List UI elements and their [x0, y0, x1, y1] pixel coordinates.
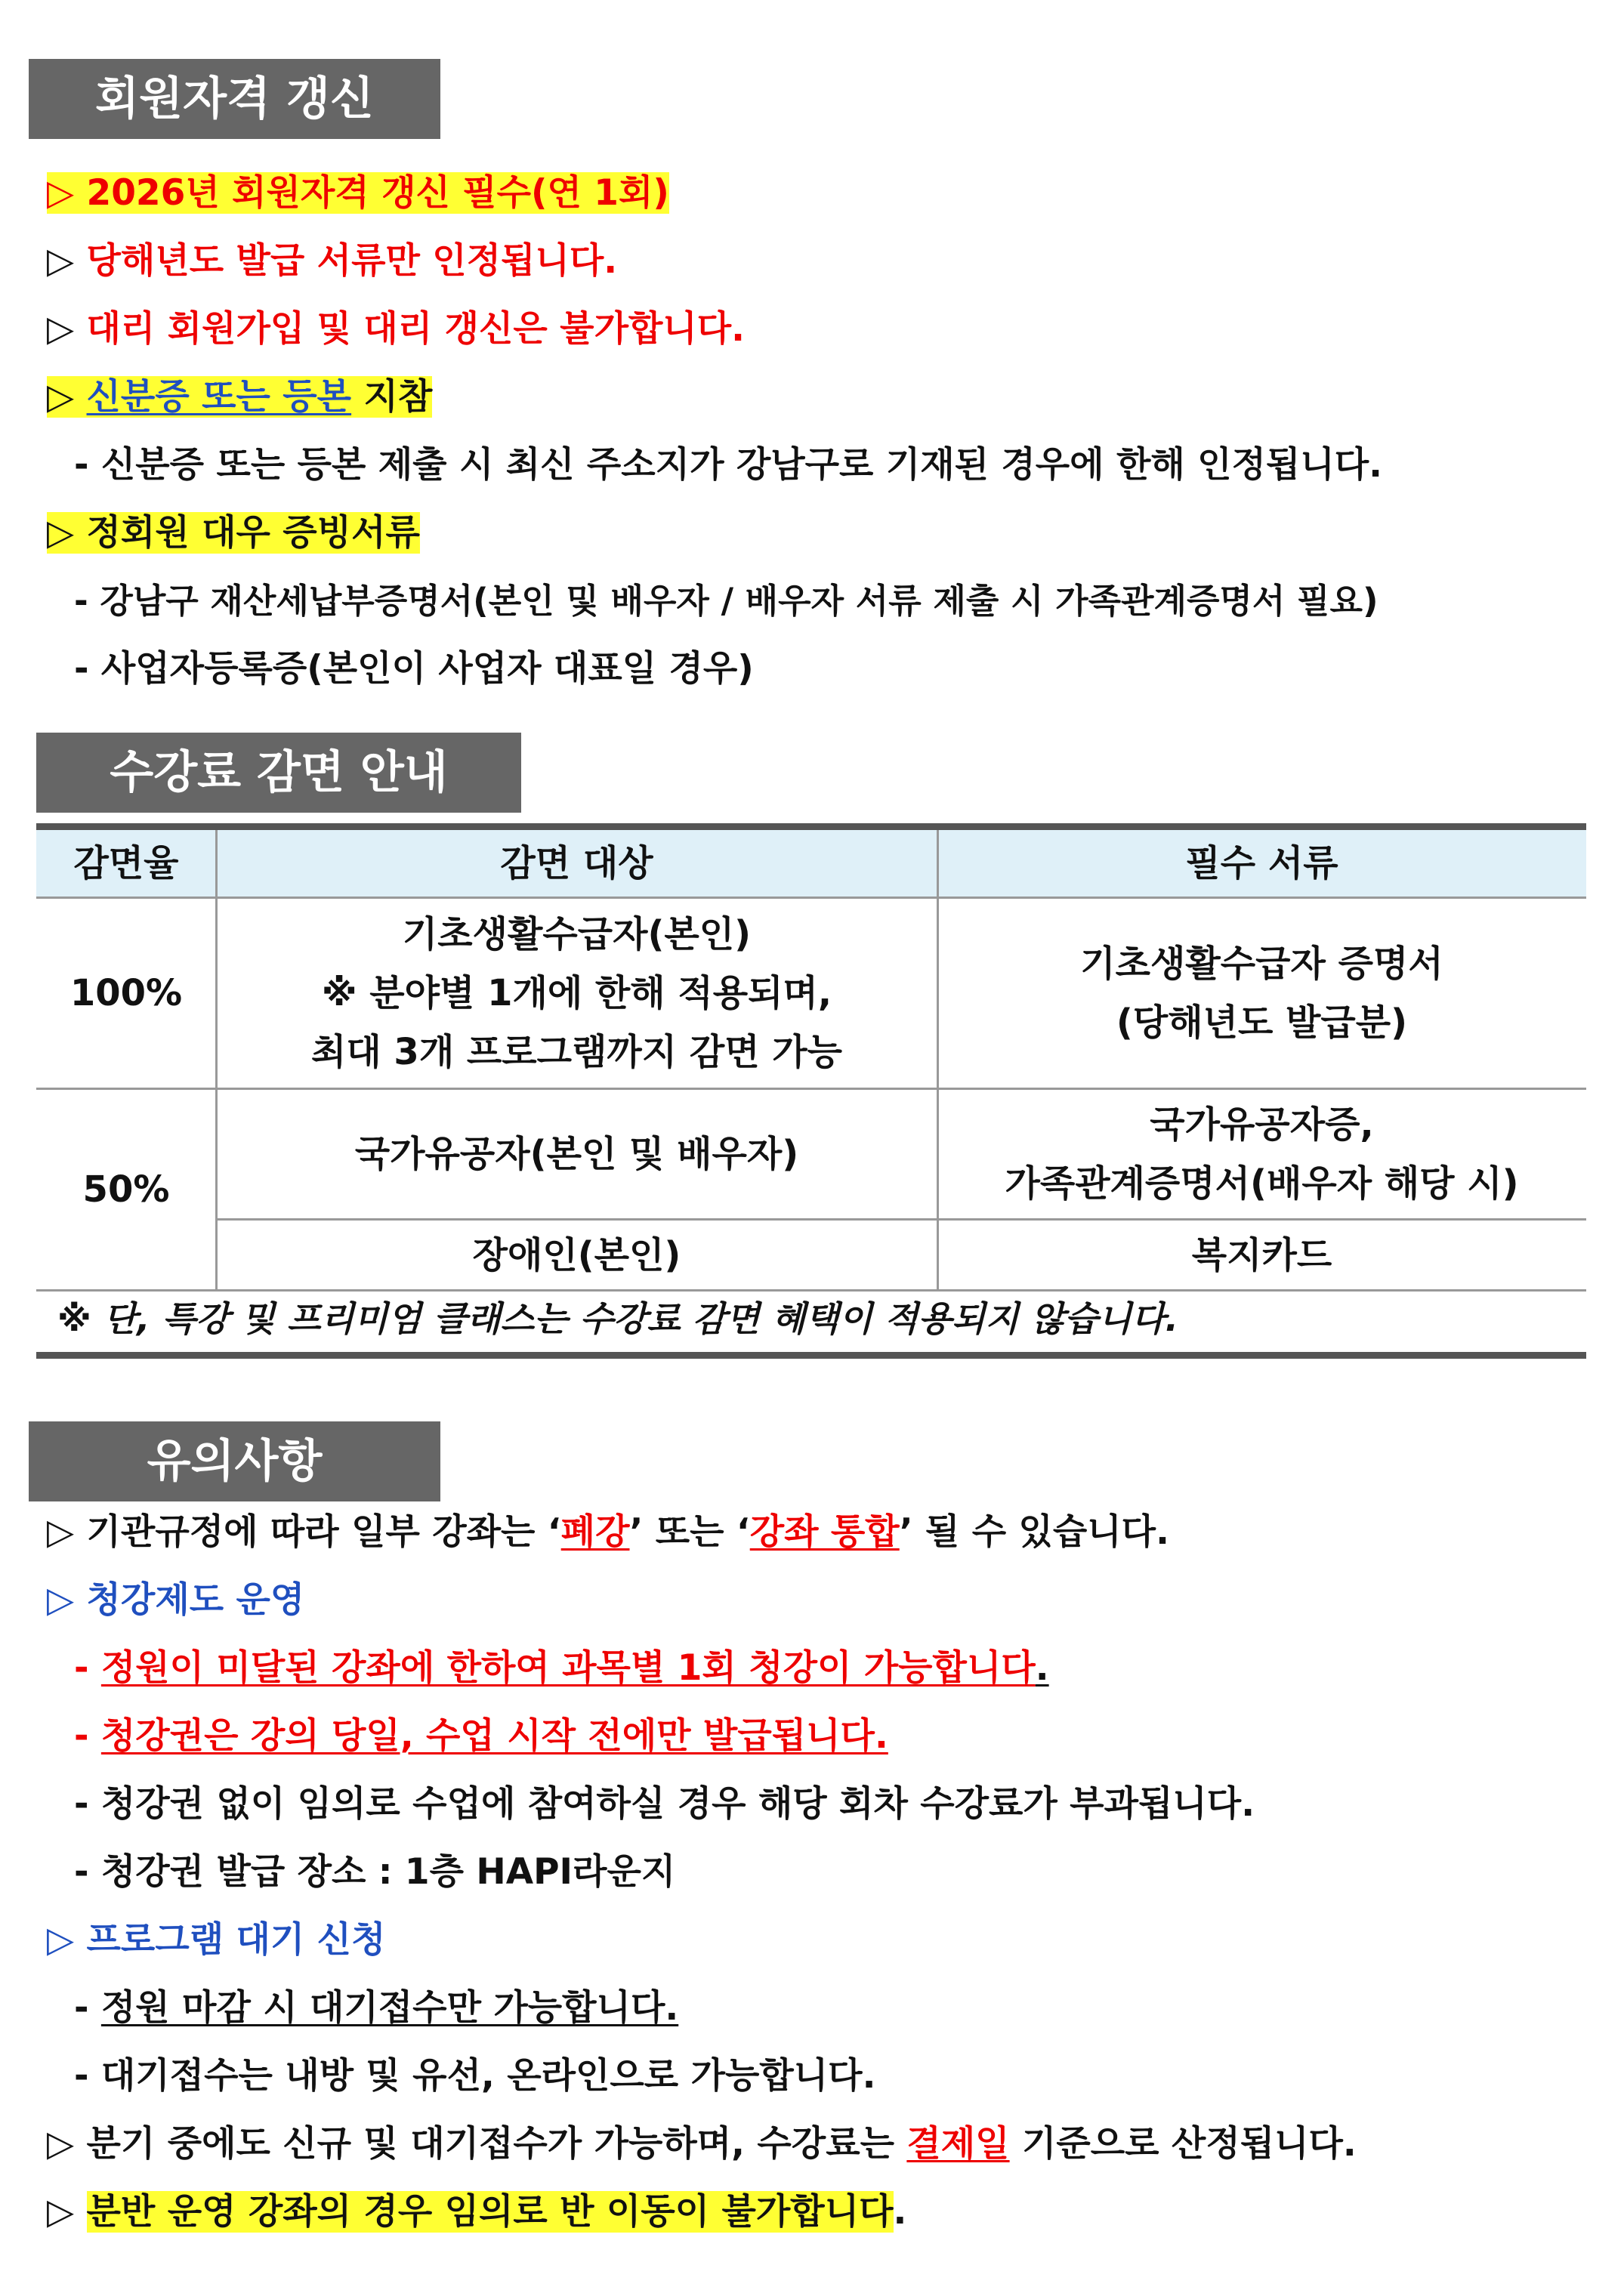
table-header-docs: 필수 서류 [937, 830, 1586, 897]
table-rule [215, 830, 218, 1289]
table-cell-target-disabled: 장애인(본인) [472, 1233, 681, 1276]
notes-line-3: - 정원이 미달된 강좌에 한하여 과목별 1회 청강이 가능합니다. [74, 1647, 1049, 1689]
membership-line-4: ▷ 신분증 또는 등본 지참 [47, 376, 433, 418]
membership-line-6: ▷ 정회원 대우 증빙서류 [47, 512, 420, 554]
membership-line-3: ▷ 대리 회원가입 및 대리 갱신은 불가합니다. [47, 308, 746, 350]
membership-line-1: ▷ 2026년 회원자격 갱신 필수(연 1회) [47, 172, 669, 214]
section-header-fee-reduction [36, 733, 521, 813]
fee-reduction-table [36, 823, 1586, 1361]
triangle-marker-icon: ▷ [47, 1579, 75, 1621]
table-bottom-rule [36, 1352, 1586, 1359]
notes-line-9: - 대기접수는 내방 및 유선, 온라인으로 가능합니다. [74, 2055, 876, 2097]
table-cell-target-patriot: 국가유공자(본인 및 배우자) [354, 1133, 799, 1175]
table-footnote: ※ 단, 특강 및 프리미엄 클래스는 수강료 감면 혜택이 적용되지 않습니다. [57, 1298, 1179, 1339]
section-header-notes [29, 1421, 440, 1501]
section-header-membership [29, 59, 440, 139]
notes-line-10: ▷ 분기 중에도 신규 및 대기접수가 가능하며, 수강료는 결제일 기준으로 산정됩니다. [47, 2123, 1357, 2165]
triangle-marker-icon: ▷ [47, 172, 75, 214]
notes-line-7: ▷ 프로그램 대기 신청 [47, 1919, 386, 1961]
triangle-marker-icon: ▷ [47, 240, 75, 282]
membership-line-5: - 신분증 또는 등본 제출 시 최신 주소지가 강남구로 기재된 경우에 한해 인정됩니다. [74, 444, 1382, 486]
triangle-marker-icon: ▷ [47, 376, 75, 418]
table-cell-docs-welfare-card: 복지카드 [1191, 1233, 1332, 1276]
table-cell-docs-basic-livelihood: 기초생활수급자 증명서 (당해년도 발급분) [1080, 943, 1443, 1044]
table-header-target: 감면 대상 [216, 830, 937, 897]
table-rule [36, 897, 1586, 899]
table-rule [216, 1218, 1586, 1221]
membership-line-7: - 강남구 재산세납부증명서(본인 및 배우자 / 배우자 서류 제출 시 가족관계증명서 필요) [74, 581, 1379, 621]
triangle-marker-icon: ▷ [47, 308, 75, 350]
notes-line-1: ▷ 기관규정에 따라 일부 강좌는 ‘폐강’ 또는 ‘강좌 통합’ 될 수 있습니다. [47, 1511, 1169, 1553]
triangle-marker-icon: ▷ [47, 2191, 75, 2233]
table-rule [937, 830, 939, 1289]
membership-line-2: ▷ 당해년도 발급 서류만 인정됩니다. [47, 240, 618, 282]
table-cell-target-basic-livelihood: 기초생활수급자(본인) ※ 분야별 1개에 한해 적용되며, 최대 3개 프로그램까지 감면 가능 [310, 913, 843, 1073]
section-title: 유의사항 [147, 1435, 323, 1488]
table-header-rate: 감면율 [36, 830, 216, 897]
section-title: 회원자격 갱신 [95, 73, 374, 125]
table-cell-rate-50: 50% [82, 1168, 170, 1211]
membership-line-8: - 사업자등록증(본인이 사업자 대표일 경우) [74, 648, 754, 690]
notes-line-4: - 청강권은 강의 당일, 수업 시작 전에만 발급됩니다. [74, 1715, 888, 1757]
table-rule [36, 1088, 1586, 1090]
section-title: 수강료 감면 안내 [110, 746, 448, 799]
triangle-marker-icon: ▷ [47, 512, 75, 554]
triangle-marker-icon: ▷ [47, 1511, 75, 1553]
notes-line-11: ▷ 분반 운영 강좌의 경우 임의로 반 이동이 불가합니다. [47, 2191, 907, 2233]
notes-line-2: ▷ 청강제도 운영 [47, 1579, 305, 1621]
table-cell-rate-100: 100% [69, 972, 183, 1014]
notes-line-8: - 정원 마감 시 대기접수만 가능합니다. [74, 1987, 679, 2029]
notes-line-5: - 청강권 없이 임의로 수업에 참여하실 경우 해당 회차 수강료가 부과됩니다. [74, 1783, 1255, 1825]
table-top-rule [36, 823, 1586, 830]
table-cell-docs-patriot: 국가유공자증, 가족관계증명서(배우자 해당 시) [1005, 1103, 1519, 1205]
triangle-marker-icon: ▷ [47, 2123, 75, 2165]
triangle-marker-icon: ▷ [47, 1919, 75, 1961]
notes-line-6: - 청강권 발급 장소 : 1층 HAPI라운지 [74, 1851, 676, 1893]
id-document-link[interactable]: 신분증 또는 등본 [86, 376, 352, 418]
